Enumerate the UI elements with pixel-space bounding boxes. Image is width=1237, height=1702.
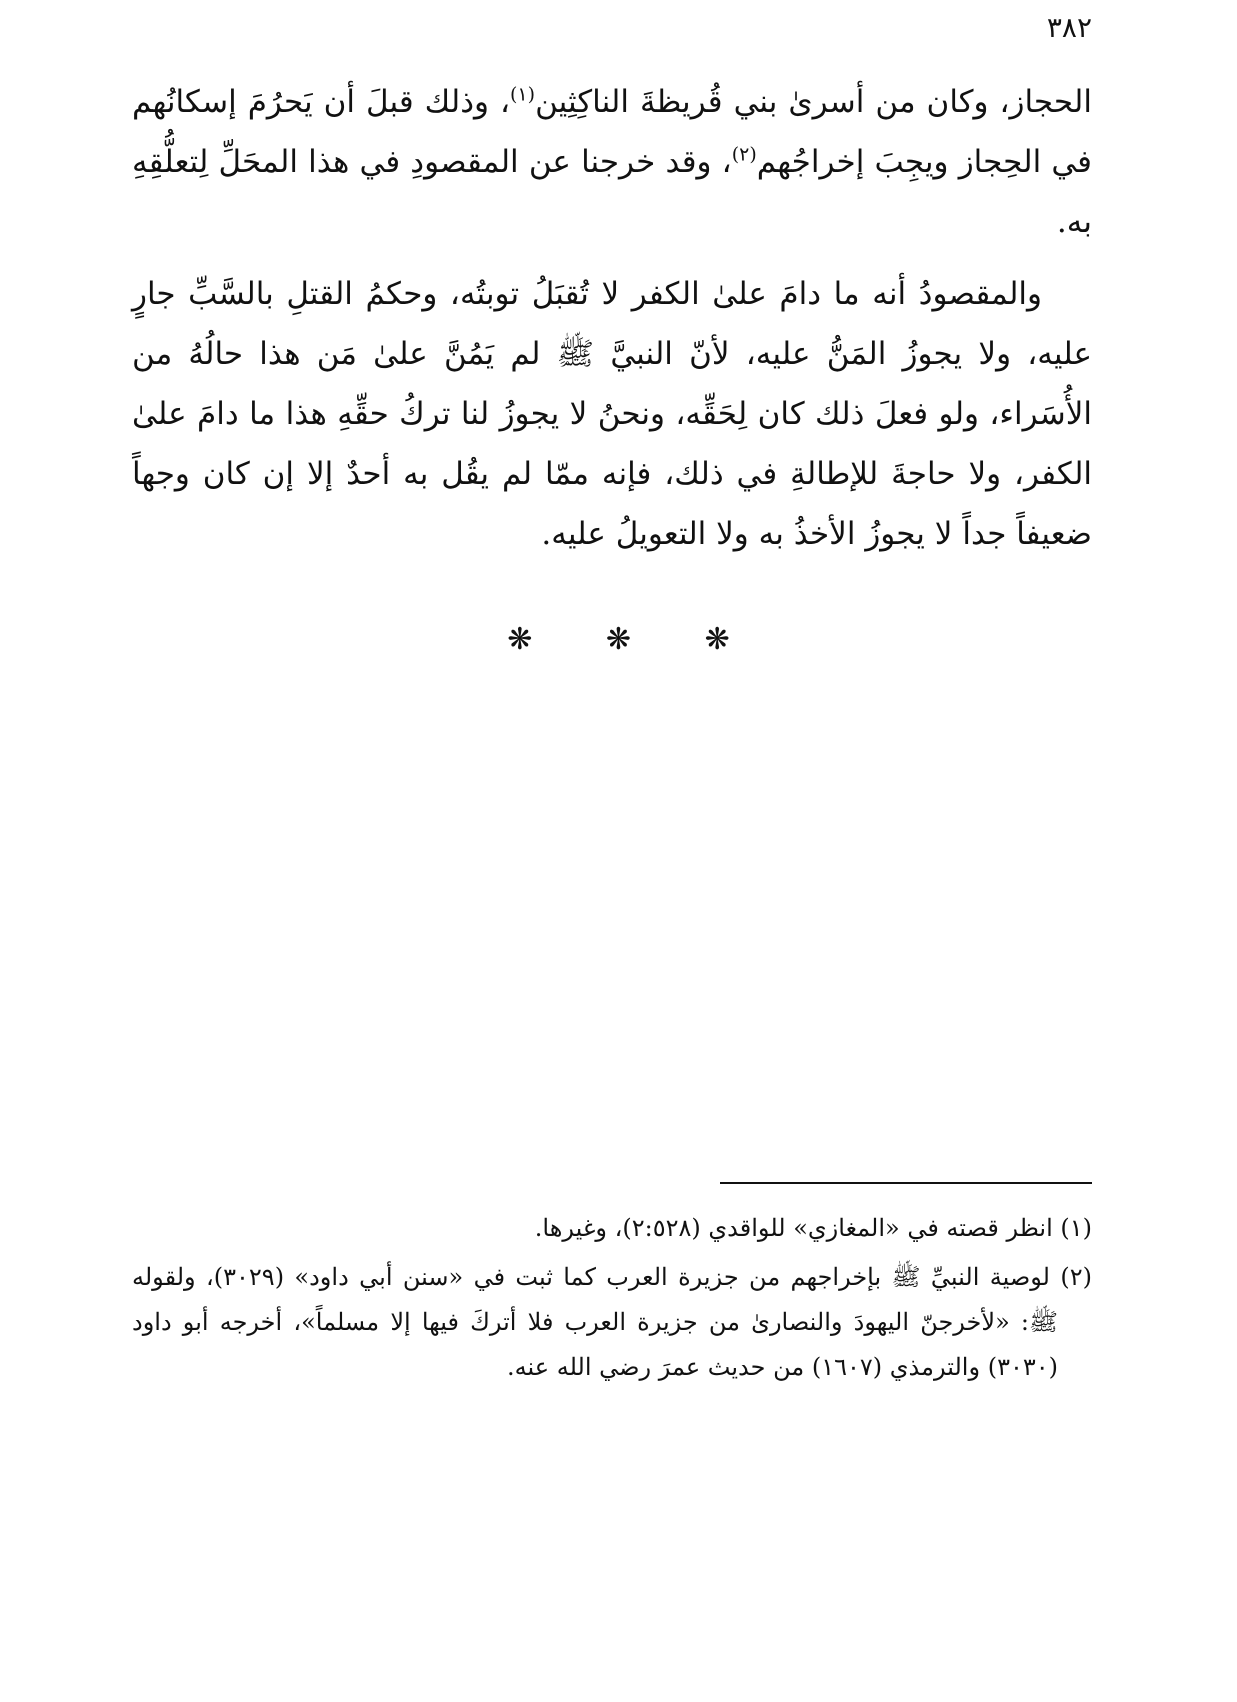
footnotes xyxy=(132,1206,1092,1390)
footnote: (١) انظر قصته في «المغازي» للواقدي (٢:٥٢٨)، وغيرها. xyxy=(534,1214,1092,1242)
section-separator xyxy=(0,622,1237,657)
footnote-reference[interactable]: (٢) xyxy=(731,143,757,166)
main-text xyxy=(132,72,1092,564)
paragraph: والمقصودُ أنه ما دامَ علىٰ الكفر لا تُقبَلُ توبتُه، وحكمُ القتلِ بالسَّبِّ جارٍ عليه، ولا يجوزُ المَنُّ عليه، لأنّ النبيَّ ﷺ لم يَمُنَّ علىٰ مَن هذا حالُهُ من الأُسَراء، ولو فعلَ ذلك كان لِحَقِّه، ونحنُ لا يجوزُ لنا تركُ حقِّهِ هذا ما دامَ علىٰ الكفر، ولا حاجةَ للإطالةِ في ذلك، فإنه ممّا لم يقُل به أحدٌ إلا إن كان وجهاً ضعيفاً جداً لا يجوزُ الأخذُ به ولا التعويلُ عليه. xyxy=(132,276,1092,552)
paragraph-text: ، وذلك قبلَ أن يَحرُمَ إسكانُهم في الحِجاز ويجِبَ إخراجُهم xyxy=(132,84,1092,180)
footnote-reference[interactable]: (١) xyxy=(510,83,536,106)
footnote-divider xyxy=(720,1182,1092,1184)
paragraph xyxy=(132,72,1092,252)
paragraph-text: ، وقد خرجنا عن المقصودِ في هذا المحَلِّ لِتعلُّقِهِ به. xyxy=(132,144,1092,240)
paragraph-text: الحجاز، وكان من أسرىٰ بني قُريظةَ الناكِثِين xyxy=(535,84,1092,120)
page-number: ٣٨٢ xyxy=(1046,11,1092,44)
asterism-icon: ❋ xyxy=(704,622,730,657)
footnote: (٢) لوصية النبيِّ ﷺ بإخراجهم من جزيرة العرب كما ثبت في «سنن أبي داود» (٣٠٢٩)، ولقوله ﷺ: «لأخرجنّ اليهودَ والنصارىٰ من جزيرة العرب فلا أتركَ فيها إلا مسلماً»، أخرجه أبو داود (٣٠٣٠) والترمذي (١٦٠٧) من حديث عمرَ رضي الله عنه. xyxy=(132,1263,1093,1381)
asterism-icon: ❋ xyxy=(507,622,533,657)
asterism-icon: ❋ xyxy=(605,622,632,657)
